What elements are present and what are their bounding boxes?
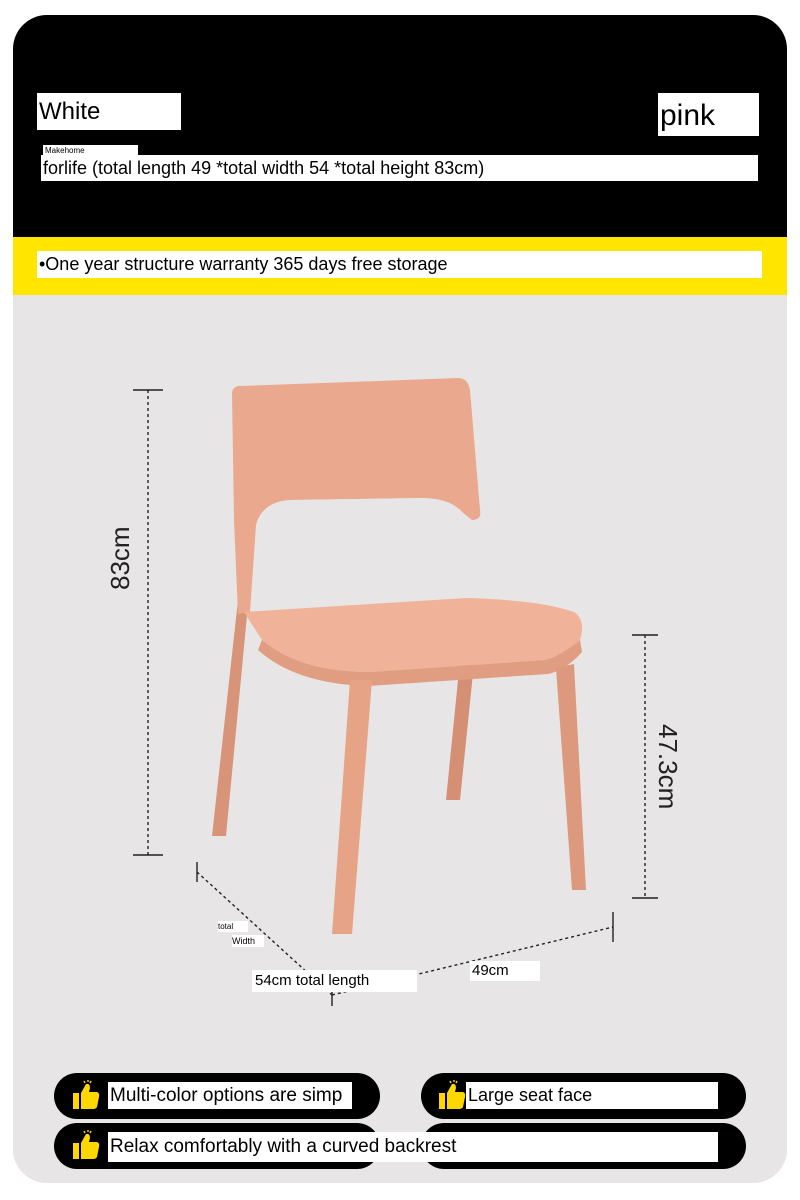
- feature-label-2: Large seat face: [466, 1082, 718, 1109]
- seat-height-label: 47.3cm: [653, 724, 683, 810]
- color-option-white: White: [37, 93, 181, 130]
- width-word-label: Width: [232, 935, 264, 947]
- length-value-label: 49cm: [470, 961, 540, 981]
- product-dimensions: forlife (total length 49 *total width 54 *total height 83cm): [41, 155, 758, 181]
- feature-label-1: Multi-color options are simp: [108, 1082, 352, 1109]
- chair: [212, 378, 586, 934]
- front-right-leg: [556, 664, 586, 890]
- width-total-label: total: [218, 921, 248, 932]
- color-option-pink: pink: [658, 93, 759, 136]
- back-left-leg: [212, 600, 248, 836]
- height-label: 83cm: [105, 526, 135, 590]
- front-left-leg: [332, 680, 372, 934]
- feature-label-3: Relax comfortably with a curved backrest: [108, 1132, 718, 1162]
- brand-name: Makehome: [43, 145, 138, 157]
- thumbs-up-icon: [70, 1080, 102, 1112]
- thumbs-up-icon: [436, 1080, 468, 1112]
- backrest-gap: [256, 498, 470, 610]
- warranty-text: •One year structure warranty 365 days free storage: [37, 251, 762, 278]
- thumbs-up-icon: [70, 1130, 102, 1162]
- length-label: 54cm total length: [252, 970, 417, 992]
